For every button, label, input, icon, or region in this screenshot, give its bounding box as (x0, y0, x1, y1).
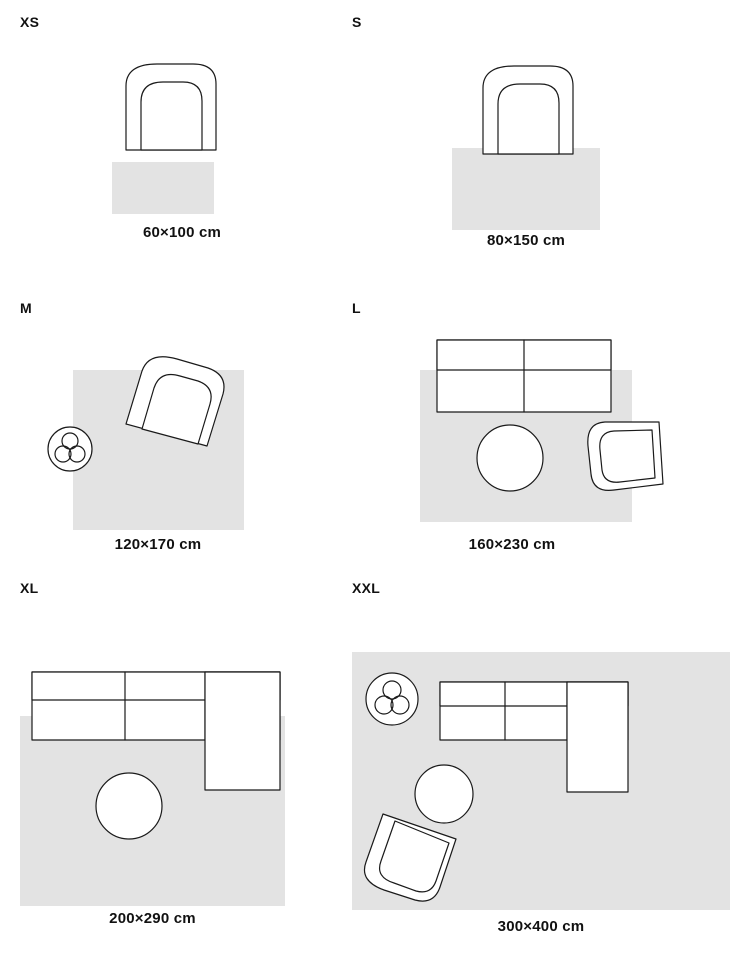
sofa-chaise-xxl (567, 682, 628, 792)
rug-shape-s (452, 148, 600, 230)
size-cell-xxl (352, 580, 730, 960)
dimension-label-xl: 200×290 cm (109, 910, 196, 927)
scene-s (352, 38, 712, 218)
scene-svg-s (352, 38, 712, 223)
coffee-table-l (477, 425, 543, 491)
scene-svg-m (20, 326, 340, 531)
dimension-label-m: 120×170 cm (114, 536, 202, 553)
scene-xs (20, 38, 340, 218)
size-label-s: S (352, 14, 362, 30)
size-label-l: L (352, 300, 361, 316)
dimension-label-l: 160×230 cm (468, 536, 556, 553)
size-label-xs: XS (20, 14, 40, 30)
armchair-seat-l (600, 430, 655, 482)
size-cell-xs (20, 14, 340, 264)
scene-xl (20, 608, 340, 898)
scene-l (352, 326, 720, 526)
scene-xxl (352, 608, 730, 908)
scene-m (20, 326, 340, 526)
scene-svg-xxl (352, 608, 730, 908)
size-cell-l (352, 300, 720, 560)
coffee-table-xxl (415, 765, 473, 823)
size-cell-m (20, 300, 340, 560)
armchair-seat-s (498, 84, 559, 154)
dimension-label-xxl: 300×400 cm (497, 918, 585, 935)
size-label-xxl: XXL (352, 580, 381, 596)
scene-svg-xs (20, 38, 340, 223)
armchair-seat-xs (141, 82, 202, 150)
dimension-label-xs: 60×100 cm (142, 224, 222, 241)
dimension-label-s: 80×150 cm (486, 232, 566, 249)
size-cell-s (352, 14, 712, 264)
scene-svg-xl (20, 608, 340, 898)
size-label-xl: XL (20, 580, 39, 596)
scene-svg-l (352, 326, 720, 531)
sofa-chaise-xl (205, 672, 280, 790)
size-label-m: M (20, 300, 32, 316)
size-cell-xl (20, 580, 340, 950)
rug-shape-xs (112, 162, 214, 214)
coffee-table-xl (96, 773, 162, 839)
